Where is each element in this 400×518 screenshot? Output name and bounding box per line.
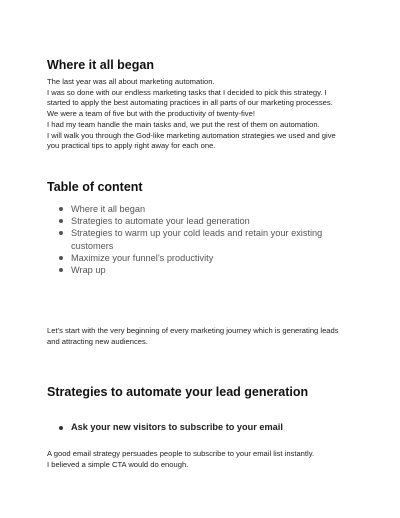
lead-gen-paragraph — [47, 449, 367, 470]
intro-line: We were a team of five but with the productivity of twenty-five! — [47, 109, 255, 119]
toc-item[interactable]: Strategies to automate your lead generation — [58, 215, 358, 227]
intro-line: I will walk you through the God-like marketing automation strategies we used and give — [47, 130, 336, 140]
intro-line: started to apply the best automating practices in all parts of our marketing processes. — [47, 98, 333, 108]
lead-gen-line: I believed a simple CTA would do enough. — [47, 459, 189, 469]
intro-line: you practical tips to apply right away for each one. — [47, 141, 216, 151]
bullet-icon — [59, 207, 63, 211]
transition-paragraph — [47, 326, 367, 347]
toc-item[interactable]: Strategies to warm up your cold leads and retain your existing customers — [58, 227, 358, 251]
bullet-icon — [59, 219, 63, 223]
bullet-icon — [59, 231, 63, 235]
intro-line: The last year was all about marketing automation. — [47, 77, 215, 86]
intro-paragraph — [47, 77, 367, 152]
toc-item[interactable]: Where it all began — [58, 203, 358, 215]
transition-line: and attracting new audiences. — [47, 336, 148, 346]
toc-item[interactable]: Wrap up — [58, 264, 358, 276]
section-heading-intro: Where it all began — [47, 58, 154, 72]
section-heading-lead-gen: Strategies to automate your lead generation — [47, 385, 309, 399]
subheading-text: Ask your new visitors to subscribe to your email — [71, 422, 283, 432]
intro-line: I had my team handle the main tasks and, we put the rest of them on automation. — [47, 119, 320, 129]
intro-line: I was so done with our endless marketing tasks that I decided to pick this strategy. I — [47, 87, 327, 97]
transition-line: Let’s start with the very beginning of every marketing journey which is generating leads — [47, 326, 339, 335]
bullet-icon — [59, 256, 63, 260]
bullet-icon — [59, 426, 63, 430]
lead-gen-line: A good email strategy persuades people to subscribe to your email list instantly. — [47, 449, 315, 458]
section-heading-toc: Table of content — [47, 180, 143, 194]
toc-item[interactable]: Maximize your funnel’s productivity — [58, 252, 358, 264]
bullet-icon — [59, 268, 63, 272]
table-of-contents — [58, 203, 358, 276]
subheading-bullet — [58, 422, 283, 432]
